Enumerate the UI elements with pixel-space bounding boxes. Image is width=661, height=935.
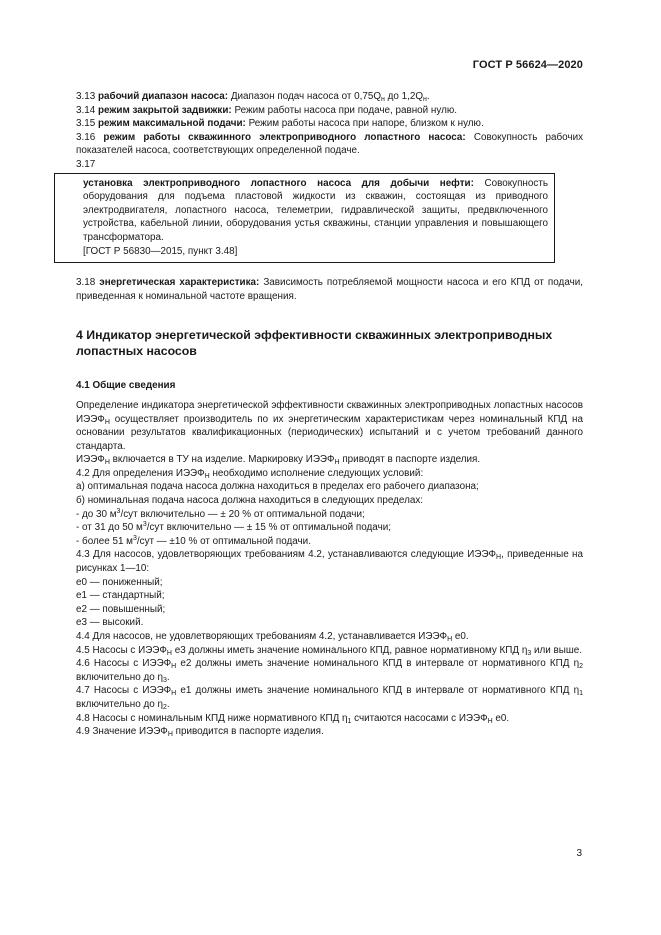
text: /сут включительно — ± 15 % от оптимальной подачи;: [146, 522, 391, 534]
paragraph-4-5: [76, 644, 583, 658]
text: приводится в паспорте изделия.: [172, 726, 324, 738]
paragraph-4-3: [76, 548, 583, 575]
def-text: Совокупность рабочих показателей насоса, соответствующих определенной подаче.: [76, 131, 584, 157]
text: 4.8 Насосы с номинальным КПД ниже нормативного КПД η: [76, 712, 348, 724]
subscript: Н: [104, 418, 110, 426]
text: .: [166, 671, 170, 683]
definition-3-18: [76, 276, 583, 303]
text: считаются насосами с ИЭЭФ: [351, 712, 488, 724]
def-text: .: [426, 91, 430, 102]
text: /сут включительно — ± 20 % от оптимальной подачи;: [120, 508, 365, 520]
paragraph-4-6: [76, 657, 583, 684]
text: необходимо исполнение следующих условий:: [209, 467, 424, 479]
text: включительно до η: [76, 698, 163, 710]
subscript: 3: [162, 676, 167, 684]
text: 4.2 Для определения ИЭЭФ: [76, 467, 205, 479]
subscript: Н: [167, 731, 173, 739]
text: включается в ТУ на изделие. Маркировку ИЭЭФ: [109, 454, 335, 466]
def-term: режим работы скважинного электроприводного лопастного насоса:: [103, 131, 466, 143]
def-term: установка электроприводного лопастного насоса для добычи нефти:: [83, 177, 474, 189]
subscript: 3: [527, 649, 532, 657]
text: ИЭЭФ: [76, 454, 105, 466]
subscript: Н: [487, 717, 493, 725]
paragraph-4-2: [76, 467, 583, 481]
text: - от 31 до 50 м: [76, 522, 143, 534]
text: е0.: [492, 712, 510, 724]
definition-reference: [ГОСТ Р 56830—2015, пункт 3.48]: [83, 245, 238, 257]
text: 4.6 Насосы с ИЭЭФ: [76, 658, 172, 670]
definition-3-16: [54, 131, 583, 158]
range-item-2: [76, 521, 583, 535]
superscript: 3: [132, 534, 137, 542]
subscript: Н: [447, 636, 453, 643]
definition-3-13: [76, 90, 583, 104]
subscript: Н: [166, 649, 172, 657]
def-term: энергетическая характеристика:: [99, 277, 260, 289]
def-text: Совокупность оборудования для подъема пластовой жидкости из скважин, состоящая из приводного электродвигателя, лопастного насоса, телеметрии, гидравлической защиты, предвключенного устройства, кабельной линии, оборудования устья скважины, станции управления и повышающего трансформатора.: [83, 177, 548, 243]
subscript: Н: [171, 690, 177, 698]
paragraph-4-4: [76, 630, 583, 644]
page-number: 3: [576, 848, 582, 859]
text: , приведенные на рисунках 1—10:: [76, 549, 583, 575]
def-text: Режим работы насоса при напоре, близком к нулю.: [248, 118, 484, 130]
subscript: н: [381, 96, 385, 103]
level-e3: е3 — высокий.: [76, 617, 144, 629]
paragraph-4-9: [76, 725, 583, 739]
def-number: 3.18: [76, 277, 96, 289]
def-number: 3.15: [76, 118, 96, 130]
def-term: рабочий диапазон насоса:: [97, 91, 229, 102]
text: включительно до η: [76, 671, 163, 683]
def-text: Диапазон подач насоса от 0,75Q: [230, 91, 382, 102]
text: - более 51 м: [76, 535, 133, 547]
def-number: 3.16: [76, 131, 96, 143]
range-item-3: [76, 535, 583, 549]
subscript: Н: [334, 459, 340, 467]
section-4-title: 4 Индикатор энергетической эффективности скважинных электроприводных лопастных насосов: [76, 328, 553, 359]
text: 4.7 Насосы с ИЭЭФ: [76, 685, 172, 697]
definition-3-17-number: 3.17: [76, 158, 96, 170]
text: 4.5 Насосы с ИЭЭФ: [76, 644, 167, 656]
text: - до 30 м: [76, 508, 117, 520]
text: 4.9 Значение ИЭЭФ: [76, 726, 168, 738]
text: е3 должны иметь значение номинального КПД, равное нормативному КПД η: [171, 644, 528, 656]
definition-3-15: [76, 117, 583, 131]
text: Определение индикатора энергетической эффективности скважинных электроприводных лопастных насосов ИЭЭФ: [76, 399, 583, 425]
subscript: 1: [579, 690, 583, 698]
text: осуществляет производитель по их энергетическим характеристикам через номинальный КПД на основании результатов квалификационных (периодических) испытаний и с учетом требований данного стандарта.: [76, 413, 583, 452]
level-e1: е1 — стандартный;: [76, 590, 165, 602]
level-e0: е0 — пониженный;: [76, 576, 163, 588]
document-code: ГОСТ Р 56624—2020: [472, 59, 583, 71]
subscript: Н: [104, 459, 110, 467]
def-term: режим максимальной подачи:: [97, 118, 246, 130]
subscript: Н: [496, 554, 502, 562]
def-number: 3.13: [76, 91, 96, 102]
text: /сут — ±10 % от оптимальной подачи.: [136, 535, 311, 547]
superscript: 3: [116, 507, 121, 515]
text: е0.: [452, 631, 469, 642]
def-text: Режим работы насоса при подаче, равной нулю.: [234, 104, 457, 116]
subscript: Н: [171, 663, 177, 671]
subscript: 2: [579, 663, 583, 671]
definition-3-14: [76, 104, 583, 118]
superscript: 3: [142, 521, 147, 529]
subsection-4-1-title: 4.1 Общие сведения: [76, 380, 176, 392]
list-item-a: а) оптимальная подача насоса должна находиться в пределах его рабочего диапазона;: [76, 481, 479, 493]
def-term: режим закрытой задвижки:: [97, 104, 232, 116]
subscript: 1: [347, 717, 352, 725]
subscript: н: [423, 96, 427, 103]
text: приводят в паспорте изделия.: [339, 454, 481, 466]
definition-3-17-box: [54, 173, 555, 264]
subscript: Н: [204, 472, 210, 480]
definition-3-17: [83, 177, 548, 245]
def-text: Зависимость потребляемой мощности насоса и его КПД от подачи, приведенная к номинальной частоте вращения.: [76, 277, 583, 302]
def-text: до 1,2Q: [384, 91, 424, 102]
text: 4.3 Для насосов, удовлетворяющих требованиям 4.2, устанавливаются следующие ИЭЭФ: [76, 549, 497, 561]
text: или выше.: [531, 644, 583, 656]
list-item-b: б) номинальная подача насоса должна находиться в следующих пределах:: [76, 495, 424, 507]
text: 4.4 Для насосов, не удовлетворяющих требованиям 4.2, устанавливается ИЭЭФ: [76, 631, 448, 642]
text: е2 должны иметь значение номинального КПД в интервале от нормативного КПД η: [176, 658, 580, 670]
paragraph-4-1: [76, 399, 583, 453]
text: е1 должны иметь значение номинального КПД в интервале от нормативного КПД η: [176, 685, 580, 697]
paragraph-4-7: [76, 684, 583, 711]
page-content: [76, 90, 583, 739]
text: .: [166, 698, 170, 710]
range-item-1: [76, 508, 583, 522]
level-e2: е2 — повышенный;: [76, 603, 166, 615]
paragraph-4-1-marking: [76, 453, 583, 467]
subscript: 2: [162, 703, 167, 711]
paragraph-4-8: [76, 712, 583, 726]
def-number: 3.14: [76, 104, 96, 116]
